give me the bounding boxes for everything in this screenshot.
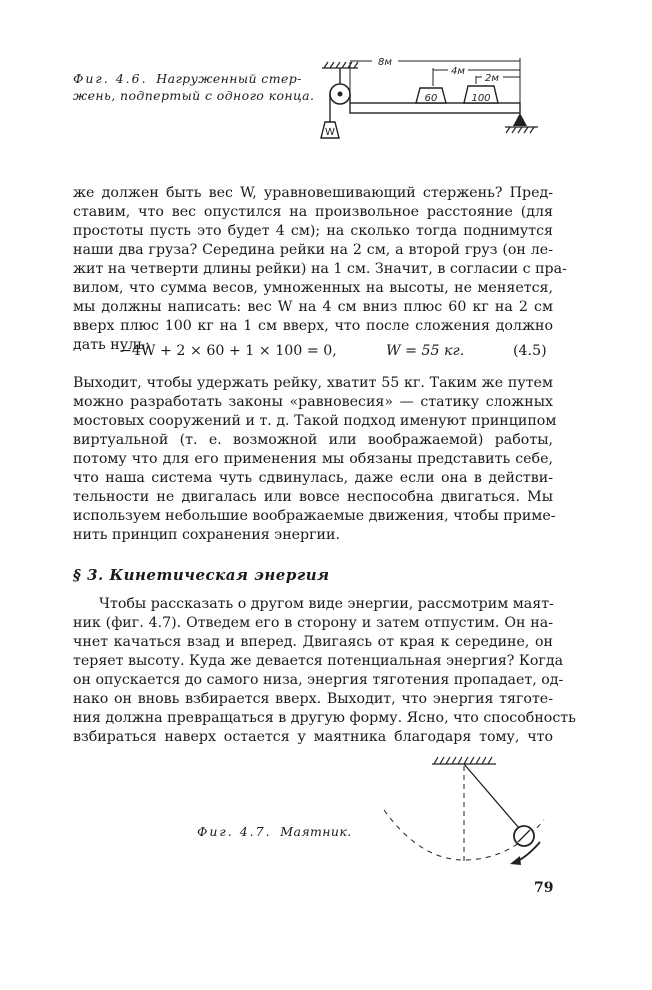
text-line: тельности не двигалась или вовсе неспособна двигаться. Мы	[73, 489, 553, 505]
text-line: ставим, что вес опустился на произвольное расстояние (для	[73, 204, 553, 220]
text-line: вилом, что сумма весов, умноженных на высоты, не меняется,	[73, 280, 553, 296]
figure-4-7-label: Фиг. 4.7.	[197, 824, 272, 839]
figure-4-6-caption-line1: Нагруженный стер-	[156, 71, 302, 86]
page-number: 79	[534, 880, 554, 896]
pendulum-string	[464, 764, 519, 828]
text-line: жит на четверти длины рейки) на 1 см. Значит, в согласии с пра-	[73, 261, 567, 277]
text-line: ник (фиг. 4.7). Отведем его в сторону и затем отпустим. Он на-	[73, 615, 553, 631]
text-line: можно разработать законы «равновесия» — статику сложных	[73, 394, 553, 410]
weight-w-label: W	[325, 127, 335, 138]
pendulum-support	[432, 757, 496, 764]
paragraph-3	[73, 595, 576, 747]
text-line: вверх плюс 100 кг на 1 см вверх, что после сложения должно	[73, 318, 553, 334]
ground-hatch	[505, 127, 538, 133]
dim-8m-label: 8м	[378, 57, 392, 68]
text-line: теряет высоту. Куда же девается потенциальная энергия? Когда	[73, 653, 564, 669]
figure-4-7-caption-text: Маятник.	[280, 824, 352, 839]
text-line: же должен быть вес W, уравновешивающий стержень? Пред-	[73, 185, 553, 201]
text-line: простоты пусть это будет 4 см); на сколько тогда поднимутся	[73, 223, 553, 239]
weight-100-label: 100	[471, 93, 491, 104]
rod	[350, 103, 520, 113]
figure-4-7-caption	[197, 823, 352, 840]
text-line: используем небольшие воображаемые движения, чтобы приме-	[73, 508, 556, 524]
dim-4m-label: 4м	[451, 66, 465, 77]
text-line: мостовых сооружений и т. д. Такой подход именуют принципом	[73, 413, 557, 429]
paragraph-2	[73, 374, 557, 545]
section-heading: § 3. Кинетическая энергия	[73, 566, 330, 584]
text-line: Выходит, чтобы удержать рейку, хватит 55 кг. Таким же путем	[73, 375, 553, 391]
equation-result: W = 55 кг.	[386, 343, 465, 359]
figure-4-7-pendulum-diagram	[380, 752, 560, 872]
figure-4-6-caption-line2: жень, подпертый с одного конца.	[73, 88, 315, 103]
text-line: мы должны написать: вес W на 4 см вниз плюс 60 кг на 2 см	[73, 299, 553, 315]
text-line: чнет качаться взад и вперед. Двигаясь от края к середине, он	[73, 634, 553, 650]
text-line: нить принцип сохранения энергии.	[73, 527, 340, 543]
paragraph-1	[73, 184, 567, 355]
equation-number: (4.5)	[513, 343, 547, 359]
fulcrum	[513, 113, 527, 126]
text-line: взбираться наверх остается у маятника благодаря тому, что	[73, 729, 553, 745]
text-line: нако он вновь взбирается вверх. Выходит, что энергия тяготе-	[73, 691, 553, 707]
figure-4-6-label: Фиг. 4.6.	[73, 71, 148, 86]
text-line: он опускается до самого низа, энергия тяготения пропадает, од-	[73, 672, 564, 688]
ceiling-support	[322, 62, 358, 68]
equation-formula: −4W + 2 × 60 + 1 × 100 = 0,	[120, 343, 337, 359]
text-line: наши два груза? Середина рейки на 2 см, а второй груз (он ле-	[73, 242, 553, 258]
text-line: дать нуль:	[73, 337, 150, 353]
text-line: виртуальной (т. е. возможной или воображаемой) работы,	[73, 432, 553, 448]
figure-4-6-caption	[73, 70, 314, 104]
figure-4-6-diagram	[300, 48, 550, 148]
weight-60-label: 60	[424, 93, 438, 104]
text-line: что наша система чуть сдвинулась, даже если она в действи-	[73, 470, 553, 486]
text-line: потому что для его применения мы обязаны представить себе,	[73, 451, 553, 467]
dim-2m-label: 2м	[485, 73, 499, 84]
text-line: Чтобы рассказать о другом виде энергии, рассмотрим маят-	[99, 596, 554, 612]
text-line: ния должна превращаться в другую форму. Ясно, что способность	[73, 710, 576, 726]
